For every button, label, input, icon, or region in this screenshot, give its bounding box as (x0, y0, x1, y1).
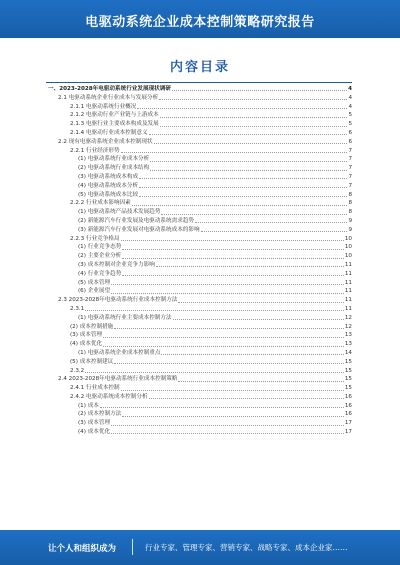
toc-entry-page: 7 (348, 173, 352, 180)
toc-entry[interactable] (48, 410, 352, 419)
footer-divider (132, 539, 133, 555)
toc-entry[interactable] (48, 85, 352, 94)
toc-entry[interactable] (48, 428, 352, 437)
toc-leader-dots (161, 214, 347, 215)
toc-entry-page: 17 (344, 429, 352, 436)
toc-entry-page: 5 (348, 112, 352, 119)
toc-leader-dots (114, 363, 344, 364)
toc-entry-page: 17 (344, 420, 352, 427)
toc-entry-label: 2.1 电驱动系统企业行业成本与发展分析 (58, 94, 159, 101)
toc-entry-page: 10 (344, 244, 352, 251)
toc-leader-dots (111, 293, 344, 294)
toc-leader-dots (173, 319, 344, 320)
toc-entry-page: 7 (348, 182, 352, 189)
toc-entry[interactable] (48, 419, 352, 428)
toc-entry-label: (5) 成本控制建议 (70, 358, 114, 365)
toc-entry-label: (1) 电驱动系统企业成本控制重点 (78, 349, 161, 356)
toc-leader-dots (149, 398, 344, 399)
toc-entry-page: 9 (348, 217, 352, 224)
toc-entry[interactable] (48, 199, 352, 208)
toc-leader-dots (121, 390, 344, 391)
toc-leader-dots (139, 178, 347, 179)
toc-entry[interactable] (48, 331, 352, 340)
toc-entry[interactable] (48, 393, 352, 402)
toc-entry-label: 2.4 2023-2028年电驱动系统行业成本控制策略 (58, 376, 178, 383)
toc-entry-label: (1) 行业竞争态势 (78, 244, 122, 251)
toc-leader-dots (201, 231, 348, 232)
toc-leader-dots (159, 99, 347, 100)
toc-entry-label: (2) 新能源汽车行业发展及电驱动系统需求趋势 (78, 217, 194, 224)
toc-leader-dots (121, 152, 348, 153)
toc-entry-page: 11 (344, 261, 352, 268)
toc-entry-label: (3) 成本控制对企业竞争力影响 (78, 261, 155, 268)
toc-entry[interactable] (48, 191, 352, 200)
toc-entry-label: 2.1.1 电驱动系统行业概况 (70, 103, 137, 110)
toc-entry[interactable] (48, 111, 352, 120)
toc-entry-page: 16 (344, 402, 352, 409)
toc-entry-label: (4) 成本优化 (78, 429, 111, 436)
toc-entry-label: (3) 成本管理 (78, 420, 111, 427)
toc-entry[interactable] (48, 270, 352, 279)
toc-leader-dots (154, 143, 348, 144)
toc-entry-page: 14 (344, 349, 352, 356)
toc-entry[interactable] (48, 367, 352, 376)
toc-entry-page: 6 (348, 138, 352, 145)
toc-entry[interactable] (48, 103, 352, 112)
toc-entry[interactable] (48, 129, 352, 138)
toc-leader-dots (121, 240, 344, 241)
toc-entry[interactable] (48, 217, 352, 226)
toc-entry[interactable] (48, 375, 352, 384)
toc-entry[interactable] (48, 120, 352, 129)
toc-entry[interactable] (48, 208, 352, 217)
toc-entry[interactable] (48, 261, 352, 270)
toc-entry-page: 8 (348, 191, 352, 198)
footer-banner (0, 530, 400, 565)
toc-entry-label: 2.2.3 行业竞争格局 (70, 235, 120, 242)
toc-leader-dots (160, 126, 348, 127)
toc-entry-label: 2.3.1 (70, 305, 85, 312)
toc-entry-label: 2.1.2 电驱动行业产业链与上游成本 (70, 112, 159, 119)
toc-entry-page: 12 (344, 323, 352, 330)
toc-entry[interactable] (48, 94, 352, 103)
toc-entry-label: 一、2023-2028年电驱动系统行业发展现状调研 (48, 86, 171, 92)
toc-entry-label: (3) 新能源汽车行业发展对电驱动系统成本的影响 (78, 226, 200, 233)
table-of-contents (48, 85, 352, 505)
toc-entry-label: 2.3.2 (70, 367, 85, 374)
toc-entry-page: 10 (344, 235, 352, 242)
toc-entry-label: 2.4.1 行业成本控制 (70, 385, 120, 392)
toc-entry-label: (1) 电驱动系统行业成本分析 (78, 156, 150, 163)
toc-entry-page: 16 (344, 393, 352, 400)
toc-leader-dots (156, 266, 344, 267)
toc-entry-label: (2) 主要企业分析 (78, 253, 122, 260)
toc-entry-label: 2.2.2 行业成本影响因素 (70, 200, 131, 207)
toc-entry-label: (1) 电驱动系统行业主要成本控制方法 (78, 314, 172, 321)
toc-entry-page: 11 (344, 288, 352, 295)
toc-entry-label: (2) 成本控制方法 (78, 411, 122, 418)
toc-entry-page: 15 (344, 385, 352, 392)
toc-entry-page: 7 (348, 156, 352, 163)
toc-entry-label: (5) 电驱动系统成本比较 (78, 191, 139, 198)
toc-entry-page: 15 (344, 376, 352, 383)
toc-entry[interactable] (48, 323, 352, 332)
toc-entry[interactable] (48, 305, 352, 314)
toc-entry-label: 2.1.3 电驱行业主要成本构成及发展 (70, 121, 159, 128)
toc-entry[interactable] (48, 138, 352, 147)
toc-entry[interactable] (48, 235, 352, 244)
toc-entry-page: 11 (344, 270, 352, 277)
toc-title: 内容目录 (169, 60, 230, 75)
toc-leader-dots (150, 161, 347, 162)
toc-entry-page: 13 (344, 332, 352, 339)
toc-entry[interactable] (48, 384, 352, 393)
toc-leader-dots (103, 346, 344, 347)
toc-entry-page: 7 (348, 165, 352, 172)
toc-leader-dots (195, 222, 347, 223)
toc-entry[interactable] (48, 147, 352, 156)
toc-leader-dots (161, 354, 343, 355)
toc-entry[interactable] (48, 349, 352, 358)
toc-entry-page: 12 (344, 314, 352, 321)
toc-entry-page: 15 (344, 358, 352, 365)
toc-entry-label: (3) 成本管理 (70, 332, 103, 339)
toc-entry[interactable] (48, 243, 352, 252)
toc-entry-page: 10 (344, 253, 352, 260)
toc-entry[interactable] (48, 314, 352, 323)
toc-entry-page: 8 (348, 209, 352, 216)
toc-entry[interactable] (48, 173, 352, 182)
toc-entry-label: (1) 成本 (78, 402, 99, 409)
report-title: 电驱动系统企业成本控制策略研究报告 (85, 15, 315, 30)
toc-entry-page: 7 (348, 147, 352, 154)
toc-leader-dots (111, 425, 344, 426)
toc-entry[interactable] (48, 226, 352, 235)
toc-leader-dots (111, 433, 344, 434)
toc-entry[interactable] (48, 279, 352, 288)
toc-entry[interactable] (48, 402, 352, 411)
toc-entry-label: 2.2 现有电驱动系统企业成本控制现状 (58, 138, 153, 145)
toc-entry-label: (5) 成本管理 (78, 279, 111, 286)
toc-leader-dots (85, 310, 344, 311)
toc-leader-dots (149, 134, 348, 135)
toc-leader-dots (122, 258, 344, 259)
toc-leader-dots (122, 249, 344, 250)
toc-leader-dots (100, 407, 344, 408)
toc-entry[interactable] (48, 287, 352, 296)
toc-entry-label: (2) 电驱动系统行业成本结构 (78, 165, 150, 172)
toc-entry-page: 11 (344, 279, 352, 286)
toc-leader-dots (85, 372, 344, 373)
toc-entry[interactable] (48, 164, 352, 173)
toc-leader-dots (122, 275, 344, 276)
title-divider (46, 82, 352, 83)
toc-entry-page: 11 (344, 305, 352, 312)
toc-leader-dots (139, 196, 347, 197)
toc-entry-label: (4) 电驱动系统成本分析 (78, 182, 139, 189)
toc-entry-label: (3) 电驱动系统成本构成 (78, 173, 139, 180)
toc-leader-dots (137, 108, 347, 109)
footer-slogan: 让个人和组织成为 (48, 544, 117, 554)
toc-entry-label: 2.1.4 电驱动行业成本控制意义 (70, 129, 148, 136)
toc-entry-label: (1) 电驱动系统产品技术发展趋势 (78, 209, 161, 216)
toc-entry-label: 2.3 2023-2028年电驱动系统行业成本控制方法 (58, 297, 178, 304)
toc-entry-label: (6) 企业展望 (78, 288, 111, 295)
toc-entry[interactable] (48, 155, 352, 164)
toc-leader-dots (122, 416, 344, 417)
header-banner (0, 0, 400, 38)
toc-leader-dots (114, 328, 344, 329)
toc-entry-page: 4 (348, 103, 352, 110)
footer-tagline: 行业专家、管理专家、营销专家、战略专家、成本企业家…… (145, 543, 348, 552)
toc-leader-dots (103, 337, 344, 338)
toc-entry-page: 16 (344, 411, 352, 418)
toc-leader-dots (111, 284, 344, 285)
toc-leader-dots (178, 381, 343, 382)
toc-entry-page: 13 (344, 341, 352, 348)
toc-entry-page: 4 (348, 86, 352, 92)
toc-entry-label: (4) 行业竞争趋势 (78, 270, 122, 277)
toc-entry-page: 5 (348, 121, 352, 128)
toc-leader-dots (139, 187, 347, 188)
toc-entry-page: 8 (348, 200, 352, 207)
toc-entry-page: 4 (348, 94, 352, 101)
toc-entry-label: 2.2.1 行业经济形势 (70, 147, 120, 154)
toc-entry-page: 9 (348, 226, 352, 233)
toc-entry[interactable] (48, 340, 352, 349)
toc-entry-label: (4) 成本优化 (70, 341, 103, 348)
toc-leader-dots (160, 117, 348, 118)
toc-leader-dots (150, 170, 347, 171)
toc-entry-page: 11 (344, 297, 352, 304)
toc-leader-dots (178, 302, 343, 303)
toc-entry-page: 15 (344, 367, 352, 374)
toc-entry-label: (2) 成本控制措施 (70, 323, 114, 330)
toc-entry[interactable] (48, 358, 352, 367)
toc-leader-dots (172, 90, 347, 91)
toc-entry[interactable] (48, 296, 352, 305)
toc-leader-dots (132, 205, 348, 206)
toc-entry[interactable] (48, 182, 352, 191)
toc-entry-label: 2.4.2 电驱动系统成本控制分析 (70, 393, 148, 400)
toc-entry[interactable] (48, 252, 352, 261)
toc-entry-page: 6 (348, 129, 352, 136)
